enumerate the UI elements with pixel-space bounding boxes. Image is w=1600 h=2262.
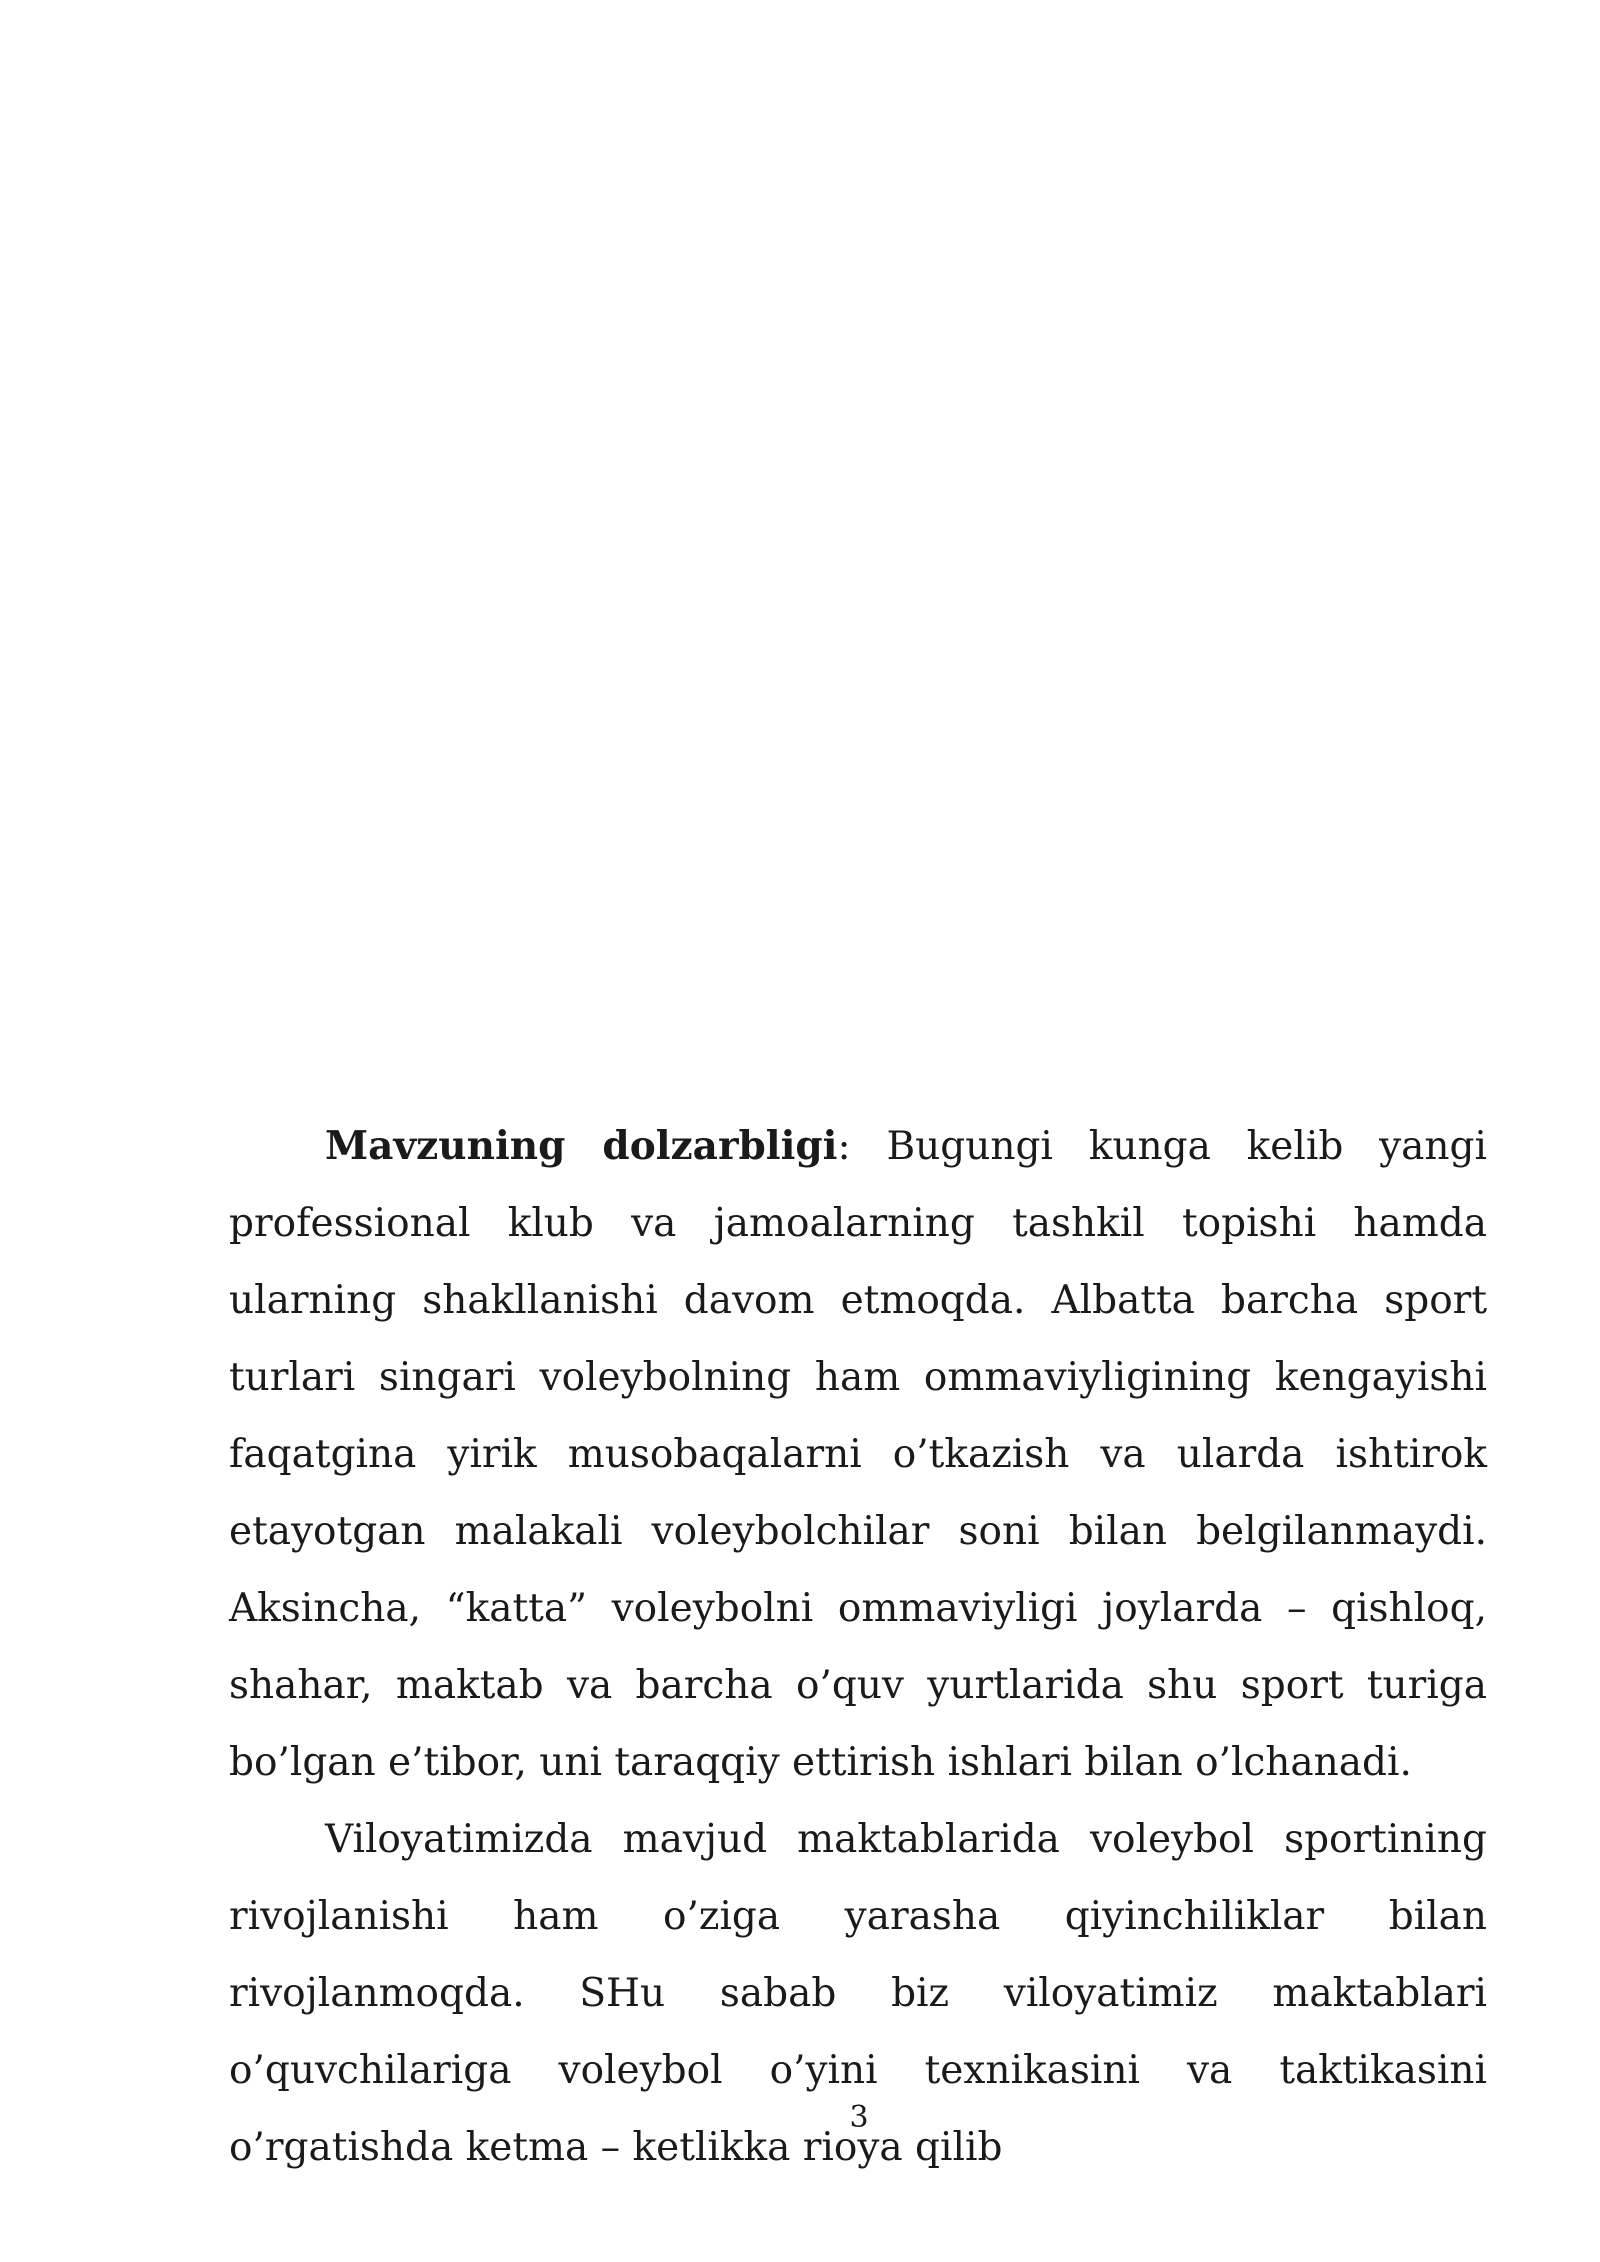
paragraph-text: : Bugungi kunga kelib yangi professional klub va jamoalarning tashkil topishi hamda ularning shakllanishi davom etmoqda. Albatta barcha sport turlari singari voleybolning ham ommaviyligining kengayishi faqatgina yirik musobaqalarni o’tkazish va ularda ishtirok etayotgan malakali voleybolchilar soni bilan belgilanmaydi. Aksincha, “katta” voleybolni ommaviyligi joylarda – qishloq, shahar, maktab va barcha o’quv yurtlarida shu sport turiga bo’lgan e’tibor, uni taraqqiy ettirish ishlari bilan o’lchanadi. xyxy=(229,1124,1487,1785)
paragraph-bold-lead: Mavzuning dolzarbligi xyxy=(325,1123,838,1169)
paragraph-relevance xyxy=(229,1108,1487,1801)
paragraph-text: Viloyatimizda mavjud maktablarida voleybol sportining rivojlanishi ham o’ziga yarasha qiyinchiliklar bilan rivojlanmoqda. SHu sabab biz viloyatimiz maktablari o’quvchilariga voleybol o’yini texnikasini va taktikasini o’rgatishda ketma – ketlikka rioya qilib xyxy=(229,1817,1487,2170)
body-text xyxy=(229,1108,1487,2186)
page-number: 3 xyxy=(849,2100,869,2135)
